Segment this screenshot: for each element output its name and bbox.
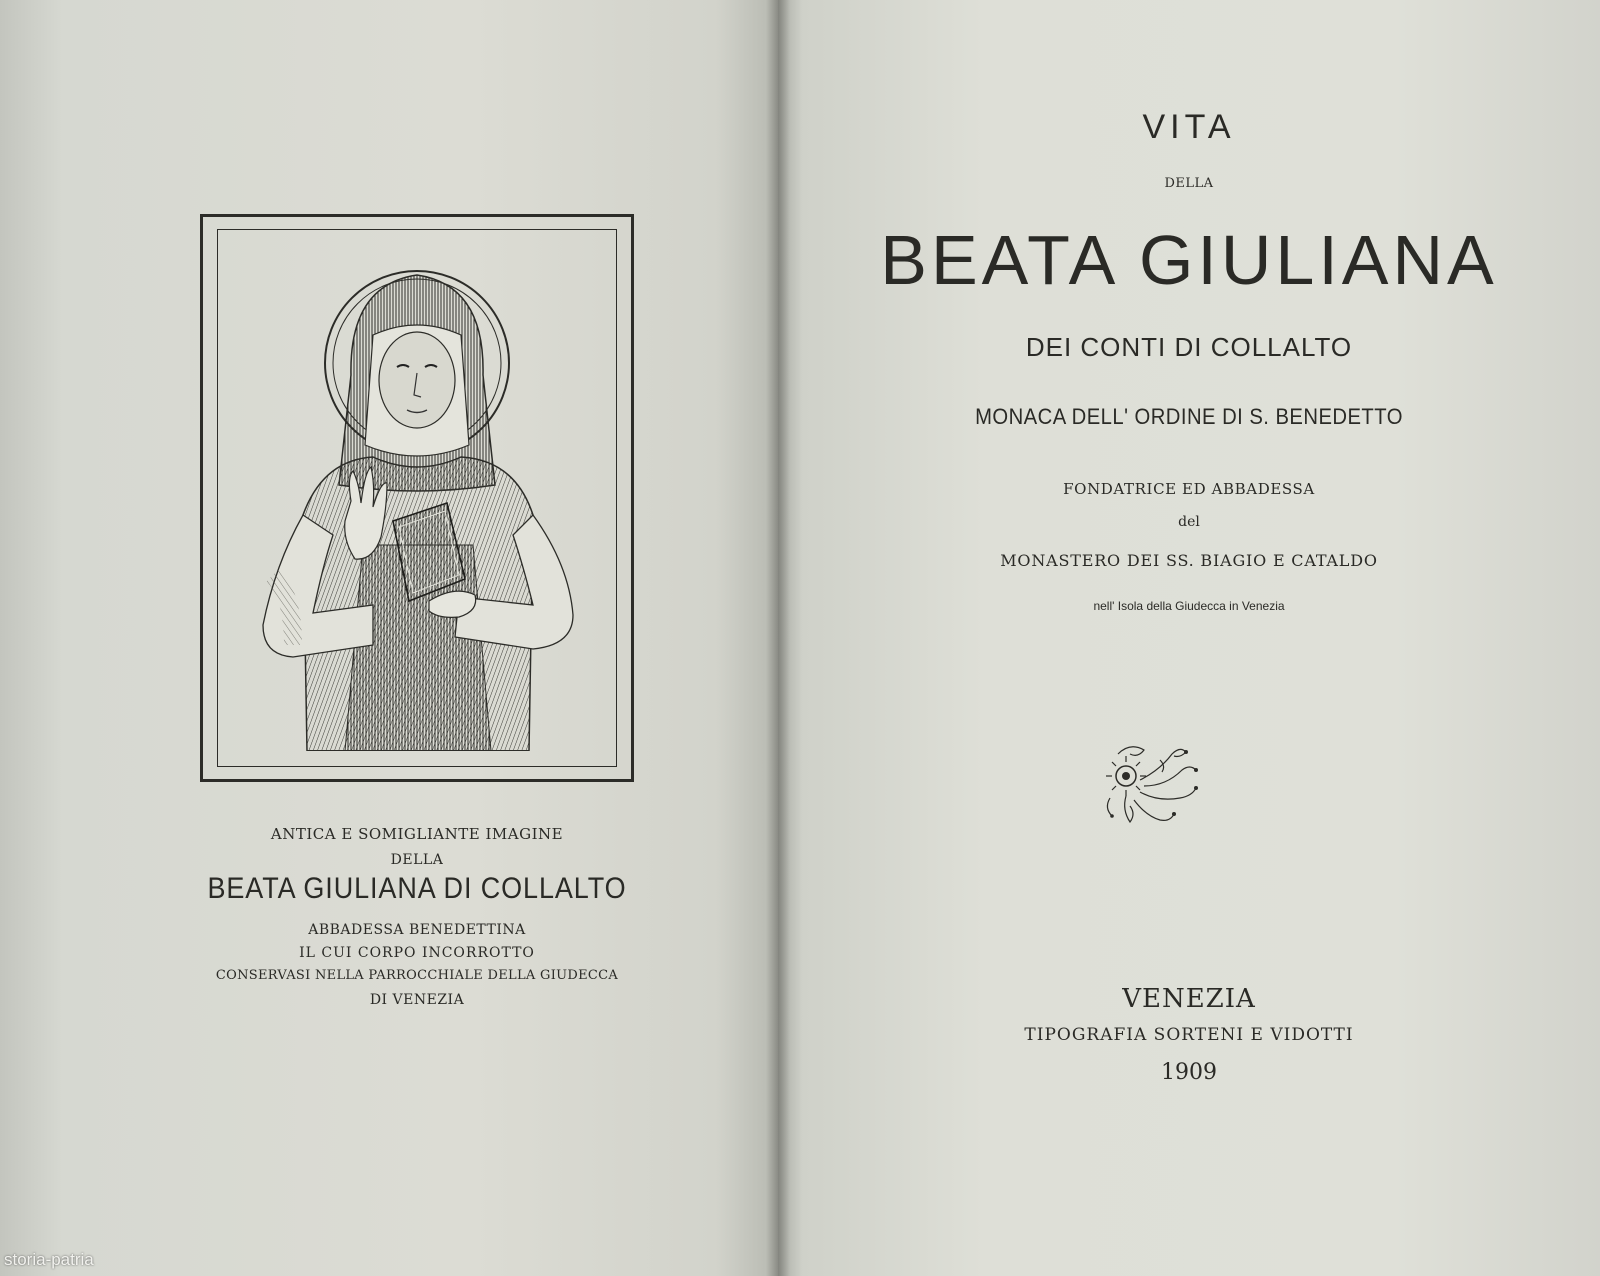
caption-line-corpo: IL CUI CORPO INCORROTTO: [299, 945, 535, 961]
title-main: BEATA GIULIANA: [880, 221, 1498, 299]
subtitle-conti: DEI CONTI DI COLLALTO: [1025, 332, 1353, 362]
caption-title: BEATA GIULIANA DI COLLALTO: [207, 872, 627, 905]
right-page: [778, 0, 1600, 1276]
subtitle-fondatrice: FONDATRICE ED ABBADESSA: [1063, 480, 1315, 498]
year: 1909: [1161, 1060, 1217, 1085]
book-gutter: [766, 0, 790, 1276]
subtitle-isola: nell' Isola della Giudecca in Venezia: [1093, 599, 1285, 613]
saint-portrait-engraving: [233, 245, 601, 751]
left-page: [0, 0, 778, 1276]
place-venezia: VENEZIA: [1122, 984, 1256, 1014]
title-della: DELLA: [1164, 176, 1214, 191]
caption-line-abbadessa: ABBADESSA BENEDETTINA: [308, 922, 526, 938]
frontispiece-frame: [200, 214, 634, 782]
floral-ornament: [1100, 740, 1210, 830]
subtitle-monaca: MONACA DELL' ORDINE DI S. BENEDETTO: [975, 404, 1403, 429]
caption-line-antica: ANTICA E SOMIGLIANTE IMAGINE: [270, 825, 564, 843]
title-vita: VITA: [1142, 108, 1236, 146]
subtitle-del: del: [1178, 514, 1200, 530]
publisher: TIPOGRAFIA SORTENI E VIDOTTI: [1024, 1025, 1354, 1045]
caption-line-conservasi: CONSERVASI NELLA PARROCCHIALE DELLA GIUDECCA: [215, 968, 619, 983]
caption-line-venezia: DI VENEZIA: [369, 992, 465, 1008]
subtitle-monastero: MONASTERO DEI SS. BIAGIO E CATALDO: [1000, 551, 1378, 570]
caption-line-della: DELLA: [390, 852, 444, 868]
watermark-text: storia-patria: [4, 1250, 94, 1269]
